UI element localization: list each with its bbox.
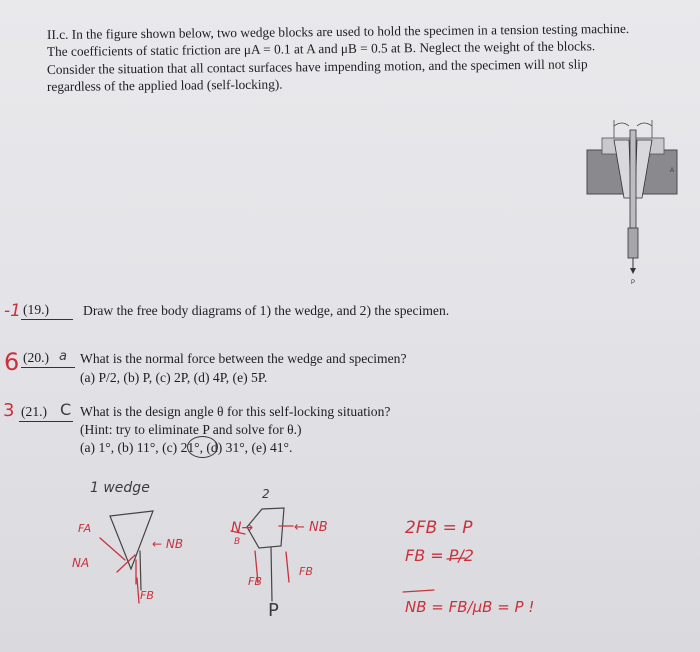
q20-answer-mark: a <box>59 349 67 364</box>
equation-3: NB = FB/μB = P ! <box>405 598 535 616</box>
q20-score-mark: 6 <box>4 348 20 376</box>
q21-score-mark: 3 <box>3 400 15 421</box>
figure-label-p: P <box>631 280 636 286</box>
q21-number: (21.) <box>21 404 48 419</box>
q19-text: Draw the free body diagrams of 1) the wedge, and 2) the specimen. <box>83 303 450 318</box>
specimen-label-fb-right: FB <box>299 565 313 578</box>
q21-options: (a) 1°, (b) 11°, (c) 21°, (d) 31°, (e) 41°. <box>80 440 293 455</box>
specimen-label-fb-left: FB <box>248 575 262 588</box>
equation-1: 2FB = P <box>405 518 473 538</box>
wedge-label-fa: FA <box>78 522 92 535</box>
intro-line-1: II.c. In the figure shown below, two wedge blocks are used to hold the specimen in a tension testing machine. <box>46 20 630 42</box>
q21-hint: (Hint: try to eliminate P and solve for θ.) <box>80 422 302 437</box>
q19-number: (19.) <box>23 302 50 317</box>
wedge-fbd-title: 1 wedge <box>90 480 150 496</box>
q20-options: (a) P/2, (b) P, (c) 2P, (d) 4P, (e) 5P. <box>80 370 268 385</box>
q21-answer-mark: C <box>60 400 72 419</box>
equation-2: FB = P/2 <box>405 546 474 565</box>
wedge-label-na: NA <box>72 556 90 570</box>
specimen-label-n-right: ← NB <box>294 520 328 535</box>
q21-text: What is the design angle θ for this self-locking situation? <box>80 404 391 419</box>
q20-text: What is the normal force between the wedge and specimen? <box>80 351 407 366</box>
specimen-label-n-left: N→ <box>231 520 254 536</box>
intro-line-4: regardless of the applied load (self-locking). <box>46 76 283 94</box>
q20-number: (20.) <box>23 350 50 365</box>
intro-line-2: The coefficients of static friction are μA = 0.1 at A and μB = 0.5 at B. Neglect the weight of the blocks. <box>46 38 596 59</box>
specimen-fbd-title: 2 <box>262 487 270 501</box>
wedge-label-fb: FB <box>140 589 154 602</box>
intro-line-3: Consider the situation that all contact surfaces have impending motion, and the specimen will not slip <box>46 56 588 77</box>
specimen-label-p: P <box>268 600 279 621</box>
figure-label-a: A <box>670 168 675 174</box>
wedge-label-nb: ← NB <box>152 537 184 551</box>
specimen-label-n-left-sub: B <box>234 537 241 547</box>
q19-score-mark: -1 <box>4 301 21 321</box>
